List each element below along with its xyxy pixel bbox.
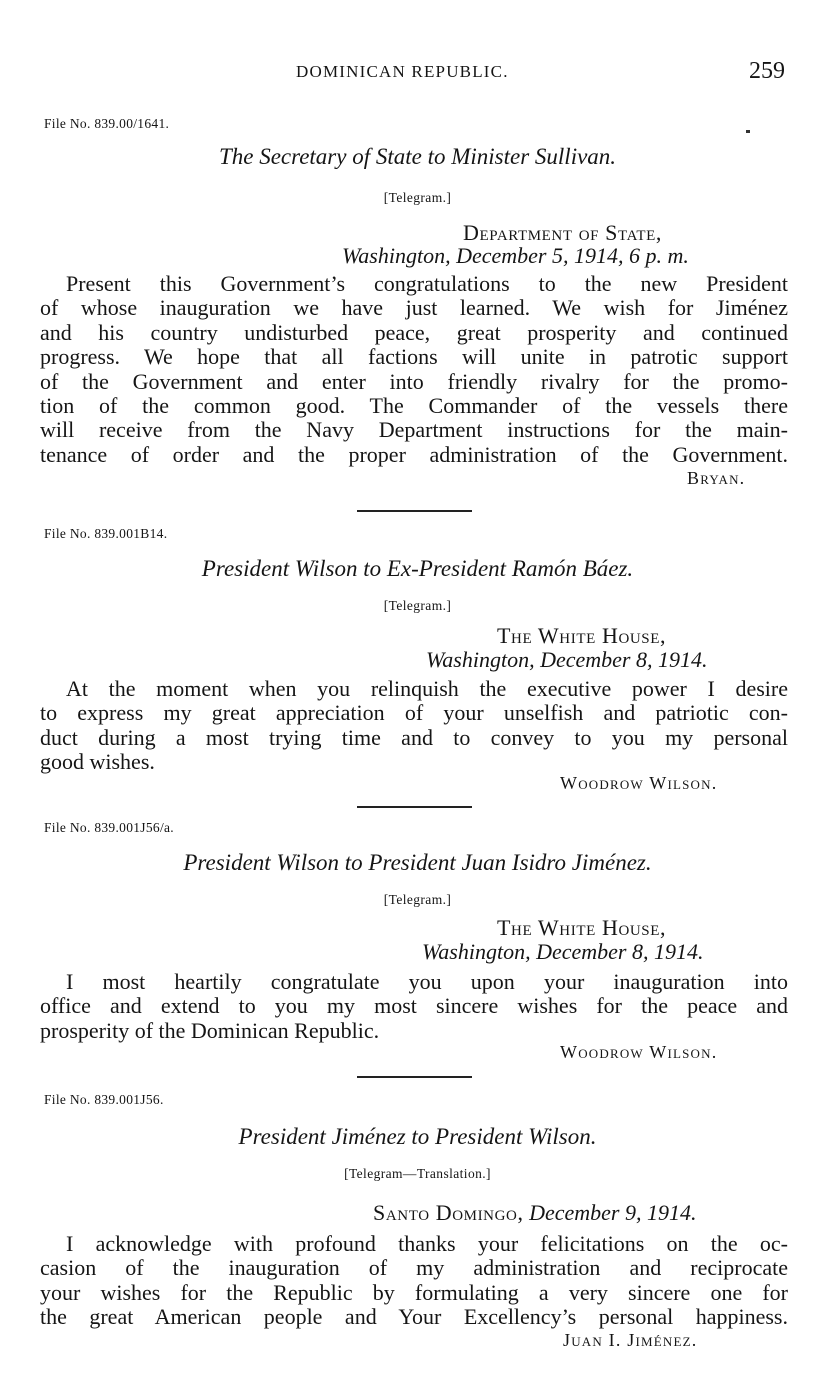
message-body	[40, 677, 788, 775]
origin-line: The White House,	[497, 915, 667, 940]
body-line: the great American people and Your Excellency’s personal happiness.	[40, 1304, 788, 1330]
file-number: File No. 839.001J56/a.	[44, 820, 174, 835]
message-body	[40, 272, 788, 467]
body-line: to express my great appreciation of your unselfish and patriotic con-	[40, 700, 788, 726]
document-title: President Wilson to President Juan Isidro Jiménez.	[183, 850, 652, 875]
signature: Juan I. Jiménez.	[563, 1330, 698, 1350]
document-title: President Wilson to Ex-President Ramón Báez.	[201, 556, 634, 581]
document-title: President Jiménez to President Wilson.	[238, 1124, 597, 1149]
body-line: I most heartily congratulate you upon your inauguration into	[66, 969, 788, 994]
file-number: File No. 839.001B14.	[44, 526, 168, 541]
dateline: Washington, December 5, 1914, 6 p. m.	[342, 243, 689, 268]
running-title: DOMINICAN REPUBLIC.	[296, 62, 509, 81]
origin-line: Department of State,	[463, 220, 662, 245]
document-title: The Secretary of State to Minister Sullivan.	[218, 144, 617, 169]
signature: Woodrow Wilson.	[560, 773, 718, 793]
signature: Bryan.	[687, 468, 746, 488]
file-number: File No. 839.00/1641.	[44, 116, 170, 131]
dateline: Washington, December 8, 1914.	[426, 647, 708, 672]
telegram-tag: [Telegram—Translation.]	[344, 1166, 491, 1181]
body-line: duct during a most trying time and to convey to you my personal	[40, 724, 788, 750]
body-line: good wishes.	[40, 749, 155, 775]
origin-date: December 9, 1914.	[529, 1200, 697, 1225]
body-line: tion of the common good. The Commander of the vessels there	[40, 393, 788, 419]
origin-dateline	[373, 1200, 696, 1226]
body-line: progress. We hope that all factions will unite in patrotic support	[40, 344, 788, 370]
section-divider	[357, 510, 472, 512]
origin-place: Santo Domingo,	[373, 1200, 524, 1225]
message-body	[40, 970, 788, 1043]
message-body	[40, 1232, 788, 1330]
section-divider	[357, 806, 472, 808]
section-divider	[357, 1076, 472, 1078]
origin-line: The White House,	[497, 623, 667, 648]
telegram-tag: [Telegram.]	[383, 892, 452, 907]
body-line: of the Government and enter into friendly rivalry for the promo-	[40, 368, 788, 394]
body-line: your wishes for the Republic by formulating a very sincere one for	[40, 1279, 788, 1305]
file-number: File No. 839.001J56.	[44, 1092, 164, 1107]
signature: Woodrow Wilson.	[560, 1042, 718, 1062]
body-line: office and extend to you my most sincere wishes for the peace and	[40, 993, 788, 1019]
telegram-tag: [Telegram.]	[383, 598, 452, 613]
body-line: I acknowledge with profound thanks your felicitations on the oc-	[66, 1231, 788, 1256]
body-line: Present this Government’s congratulations to the new President	[66, 271, 788, 296]
body-line: prosperity of the Dominican Republic.	[40, 1017, 380, 1043]
body-line: will receive from the Navy Department instructions for the main-	[40, 417, 788, 443]
body-line: casion of the inauguration of my administration and reciprocate	[40, 1255, 788, 1281]
body-line: At the moment when you relinquish the executive power I desire	[66, 676, 788, 701]
page-number: 259	[749, 58, 785, 84]
body-line: of whose inauguration we have just learned. We wish for Jiménez	[40, 295, 788, 321]
telegram-tag: [Telegram.]	[383, 190, 452, 205]
print-speck	[746, 130, 750, 133]
body-line: and his country undisturbed peace, great prosperity and continued	[40, 319, 788, 345]
body-line: tenance of order and the proper administration of the Government.	[40, 441, 788, 467]
dateline: Washington, December 8, 1914.	[422, 939, 704, 964]
